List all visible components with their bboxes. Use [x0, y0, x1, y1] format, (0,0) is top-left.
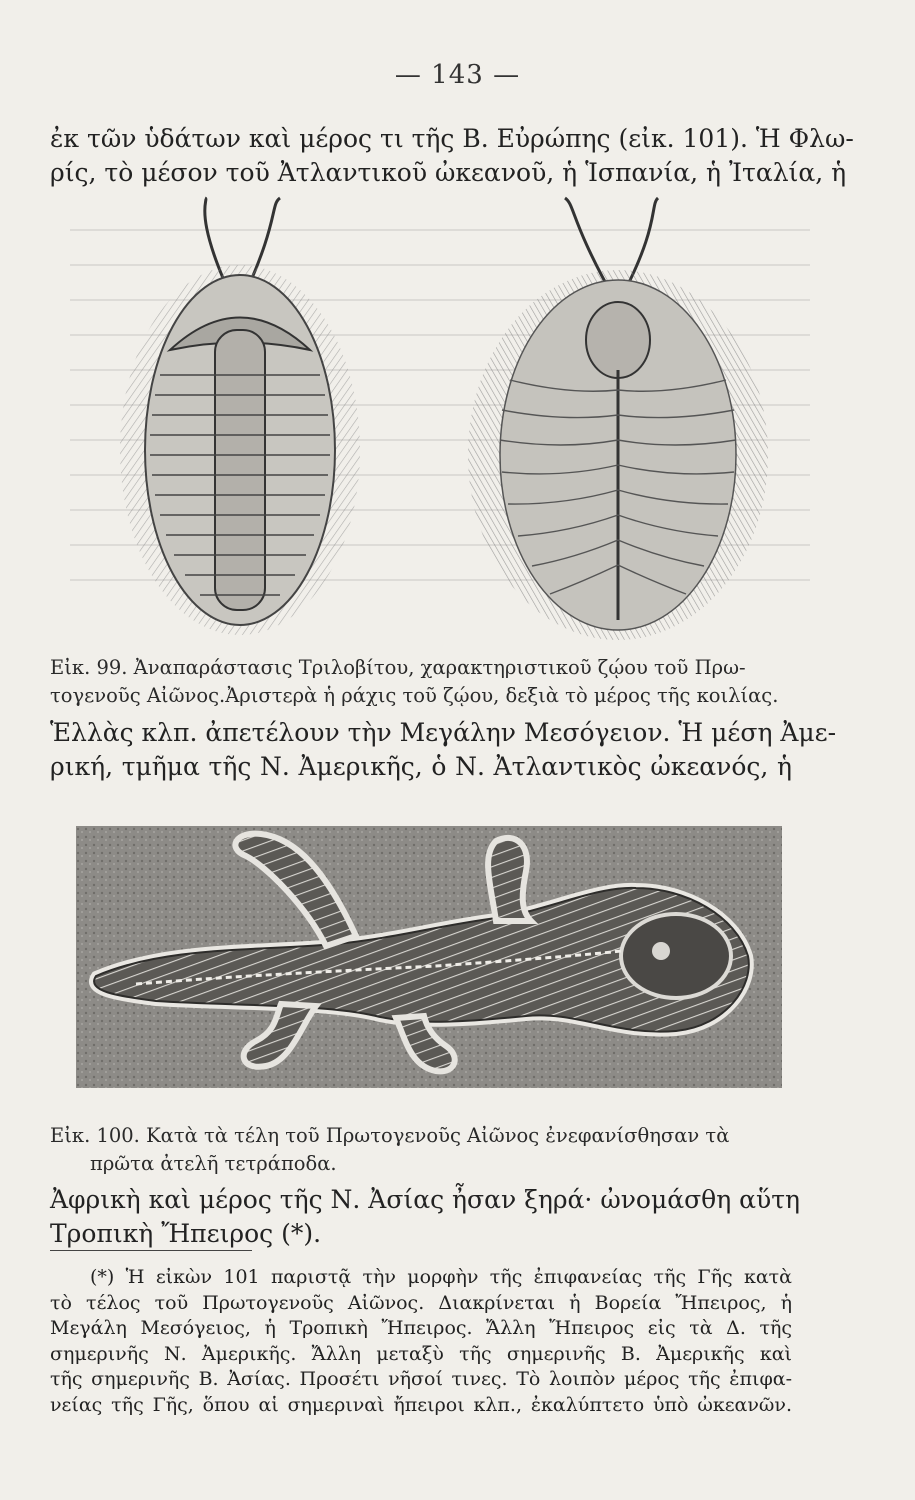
- text-line: ἐκ τῶν ὑδάτων καὶ μέρος τι τῆς Β. Εὐρώπης (εἰκ. 101). Ἡ Φλω-: [50, 124, 854, 153]
- text-line: Ἀφρικὴ καὶ μέρος τῆς Ν. Ἀσίας ἦσαν ξηρά· ὠνομάσθη αὕτη: [50, 1185, 801, 1214]
- caption-line: πρῶτα ἀτελῆ τετράποδα.: [90, 1152, 337, 1175]
- caption-line: Εἰκ. 100. Κατὰ τὰ τέλη τοῦ Πρωτογενοῦς Αἰῶνος ἐνεφανίσθησαν τὰ: [50, 1124, 730, 1147]
- paragraph-1: [50, 122, 854, 190]
- text-line: Ἑλλὰς κλπ. ἀπετέλουν τὴν Μεγάλην Μεσόγειον. Ἡ μέση Ἀμε-: [50, 718, 837, 747]
- paragraph-2: [50, 716, 837, 784]
- tetrapod-fossil-photo: [76, 826, 782, 1088]
- footnote: [50, 1265, 792, 1419]
- trilobite-illustration: [70, 190, 810, 645]
- footnote-line: Μεγάλη Μεσόγειος, ἡ Τροπικὴ Ἤπειρος. Ἄλλη Ἤπειρος εἰς τὰ Δ. τῆς: [50, 1317, 792, 1340]
- figure-100-caption: [50, 1122, 792, 1178]
- trilobite-dorsal: [120, 198, 360, 635]
- footnote-line: σημερινῆς Ν. Ἀμερικῆς. Ἄλλη μεταξὺ τῆς σημερινῆς Β. Ἀμερικῆς καὶ: [50, 1342, 792, 1365]
- footnote-line: τῆς σημερινῆς Β. Ἀσίας. Προσέτι νῆσοί τινες. Τὸ λοιπὸν μέρος τῆς ἐπιφα-: [50, 1368, 792, 1391]
- caption-line: Εἰκ. 99. Ἀναπαράστασις Τριλοβίτου, χαρακτηριστικοῦ ζῴου τοῦ Πρω-: [50, 656, 746, 679]
- text-line: ρική, τμῆμα τῆς Ν. Ἀμερικῆς, ὁ Ν. Ἀτλαντικὸς ὠκεανός, ἡ: [50, 752, 792, 781]
- caption-line: τογενοῦς Αἰῶνος.Ἀριστερὰ ἡ ράχις τοῦ ζῴου, δεξιὰ τὸ μέρος τῆς κοιλίας.: [50, 684, 779, 707]
- paragraph-3: [50, 1183, 801, 1251]
- page-number: — 143 —: [394, 60, 521, 90]
- footnote-line: τὸ τέλος τοῦ Πρωτογενοῦς Αἰῶνος. Διακρίνεται ἡ Βορεία Ἤπειρος, ἡ: [50, 1291, 792, 1314]
- text-line: Τροπικὴ Ἤπειρος (*).: [50, 1219, 322, 1248]
- text-line: ρίς, τὸ μέσον τοῦ Ἀτλαντικοῦ ὠκεανοῦ, ἡ Ἱσπανία, ἡ Ἰταλία, ἡ: [50, 158, 847, 187]
- footnote-divider: [50, 1250, 252, 1251]
- footnote-line: νείας τῆς Γῆς, ὅπου αἱ σημεριναὶ ἤπειροι κλπ., ἐκαλύπτετο ὑπὸ ὠκεανῶν.: [50, 1393, 792, 1416]
- footnote-line: (*) Ἡ εἰκὼν 101 παριστᾷ τὴν μορφὴν τῆς ἐπιφανείας τῆς Γῆς κατὰ: [90, 1266, 792, 1288]
- figure-99-caption: [50, 654, 792, 710]
